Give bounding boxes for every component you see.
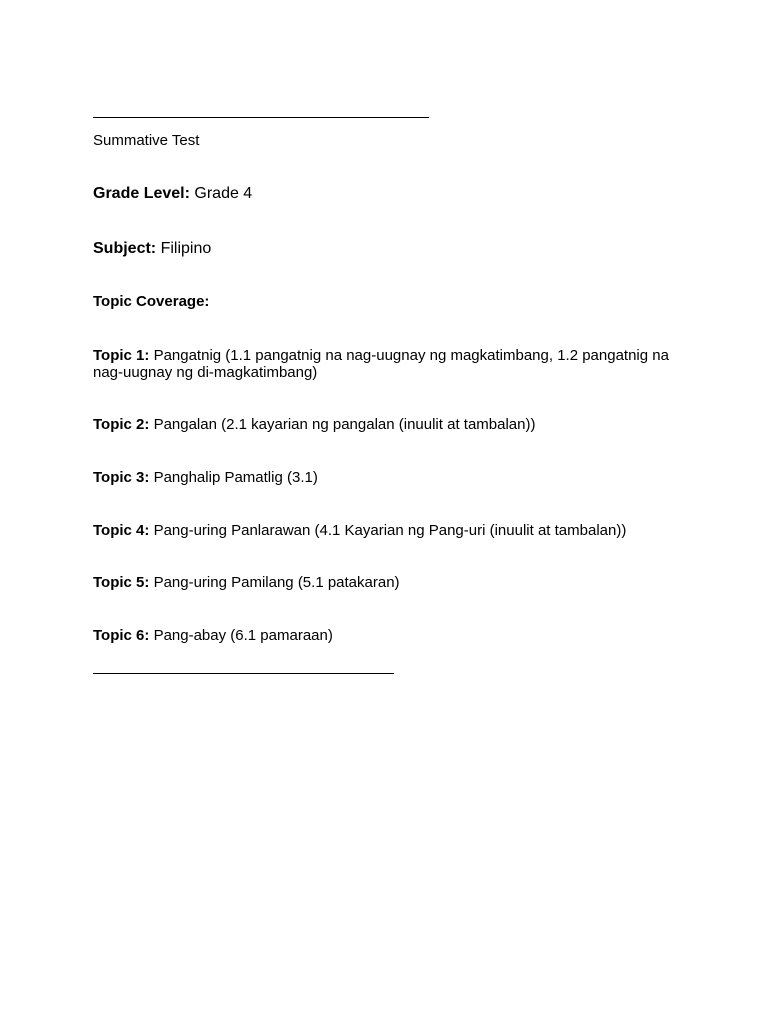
topic-item	[93, 347, 683, 381]
topic-label: Topic 4:	[93, 522, 150, 539]
topic-item	[93, 627, 683, 644]
topic-label: Topic 3:	[93, 469, 150, 486]
subject-line	[93, 240, 211, 258]
topic-label: Topic 6:	[93, 627, 150, 644]
bottom-divider-line	[93, 673, 394, 674]
grade-level-label: Grade Level:	[93, 185, 190, 202]
topic-item	[93, 469, 683, 486]
subject-label: Subject:	[93, 240, 157, 257]
topic-text: Pangalan (2.1 kayarian ng pangalan (inuulit at tambalan))	[153, 416, 536, 433]
topic-text: Pang-abay (6.1 pamaraan)	[153, 627, 333, 644]
topic-text: Pang-uring Pamilang (5.1 patakaran)	[153, 574, 400, 591]
topic-text: Pang-uring Panlarawan (4.1 Kayarian ng Pang-uri (inuulit at tambalan))	[153, 522, 627, 539]
topic-label: Topic 1:	[93, 347, 150, 364]
topic-item	[93, 574, 683, 591]
topic-text: Panghalip Pamatlig (3.1)	[153, 469, 318, 486]
topic-coverage-heading: Topic Coverage:	[93, 293, 210, 310]
grade-level-value: Grade 4	[194, 185, 253, 202]
topic-item	[93, 416, 683, 433]
subject-value: Filipino	[160, 240, 212, 257]
top-divider-line	[93, 117, 429, 118]
topic-label: Topic 5:	[93, 574, 150, 591]
document-type: Summative Test	[93, 132, 200, 149]
topic-text: Pangatnig (1.1 pangatnig na nag-uugnay ng magkatimbang, 1.2 pangatnig na nag-uugnay ng di-magkatimbang)	[93, 347, 669, 381]
topic-item	[93, 522, 683, 539]
topic-label: Topic 2:	[93, 416, 150, 433]
grade-level-line	[93, 185, 252, 203]
